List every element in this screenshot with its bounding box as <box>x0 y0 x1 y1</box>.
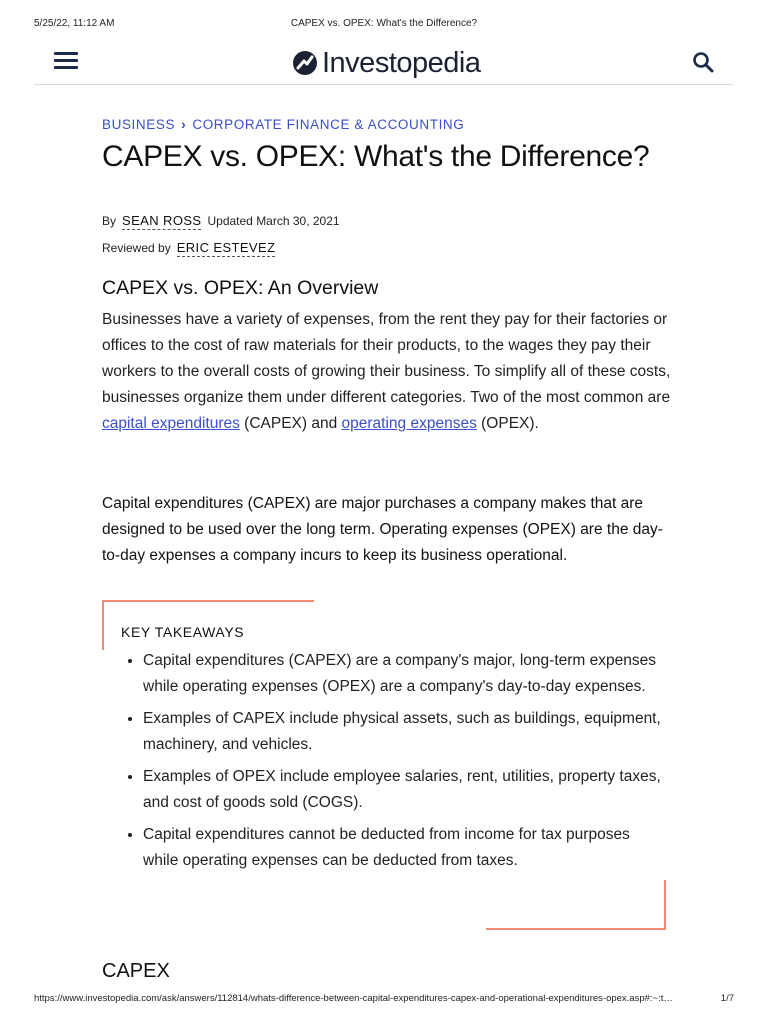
reviewer-link[interactable]: ERIC ESTEVEZ <box>176 240 276 255</box>
operating-expenses-link[interactable]: operating expenses <box>341 415 477 432</box>
list-item: • Capital expenditures (CAPEX) are a company's major, long-term expenses while operating expenses (OPEX) are a company's day-to-day expenses. <box>143 648 663 700</box>
page-number: 1/7 <box>720 993 734 1004</box>
site-header <box>34 40 733 85</box>
author-link[interactable]: SEAN ROSS <box>122 213 202 228</box>
print-url: https://www.investopedia.com/ask/answers/112814/whats-difference-between-capital-expenditures-capex-and-operational-expenditures-opex.asp#:~:t… <box>34 993 673 1004</box>
reviewed-label: Reviewed by <box>102 241 171 255</box>
search-icon[interactable] <box>691 50 715 74</box>
accent-border <box>102 600 104 650</box>
list-item: • Examples of CAPEX include physical assets, such as buildings, equipment, machinery, and vehicles. <box>143 706 663 758</box>
site-logo[interactable] <box>292 46 480 80</box>
hamburger-menu-icon[interactable] <box>54 50 78 72</box>
key-takeaways-title: KEY TAKEAWAYS <box>121 624 245 640</box>
by-label: By <box>102 214 117 228</box>
para1-text-a: Businesses have a variety of expenses, from the rent they pay for their factories or offices to the cost of raw materials for their products, to the wages they pay their workers to the overall costs of growing their business. To simplify all of these costs, businesses organize them under different categories. Two of the most common are <box>102 311 671 406</box>
breadcrumb-business[interactable]: BUSINESS <box>102 116 176 132</box>
page-title: CAPEX vs. OPEX: What's the Difference? <box>102 140 650 173</box>
print-title: CAPEX vs. OPEX: What's the Difference? <box>290 18 478 29</box>
print-datetime: 5/25/22, 11:12 AM <box>34 18 115 29</box>
summary-paragraph: Capital expenditures (CAPEX) are major purchases a company makes that are designed to be used over the long term. Operating expenses (OPEX) are the day-to-day expenses a company incurs to keep its business operational. <box>102 495 663 564</box>
logo-mark-icon <box>292 50 318 76</box>
capex-heading: CAPEX <box>102 960 170 982</box>
breadcrumb <box>102 116 464 132</box>
accent-border <box>102 600 314 602</box>
capital-expenditures-link[interactable]: capital expenditures <box>102 415 240 432</box>
key-takeaways-list <box>121 648 663 880</box>
key-takeaways-box <box>102 600 666 930</box>
print-header <box>34 18 734 32</box>
chevron-right-icon: › <box>181 116 187 132</box>
author-byline <box>102 213 340 230</box>
para1-text-c: (OPEX). <box>476 415 539 432</box>
reviewer-byline <box>102 240 281 257</box>
updated-date: Updated March 30, 2021 <box>207 214 340 228</box>
list-item: • Capital expenditures cannot be deducted from income for tax purposes while operating expenses can be deducted from taxes. <box>143 822 663 874</box>
breadcrumb-corporate-finance[interactable]: CORPORATE FINANCE & ACCOUNTING <box>192 116 465 132</box>
overview-heading: CAPEX vs. OPEX: An Overview <box>102 277 379 299</box>
logo-text: Investopedia <box>322 46 481 79</box>
accent-border <box>664 880 666 930</box>
accent-border <box>486 928 666 930</box>
list-item: • Examples of OPEX include employee salaries, rent, utilities, property taxes, and cost of goods sold (COGS). <box>143 764 663 816</box>
para1-text-b: (CAPEX) and <box>239 415 342 432</box>
overview-paragraph <box>102 307 672 437</box>
